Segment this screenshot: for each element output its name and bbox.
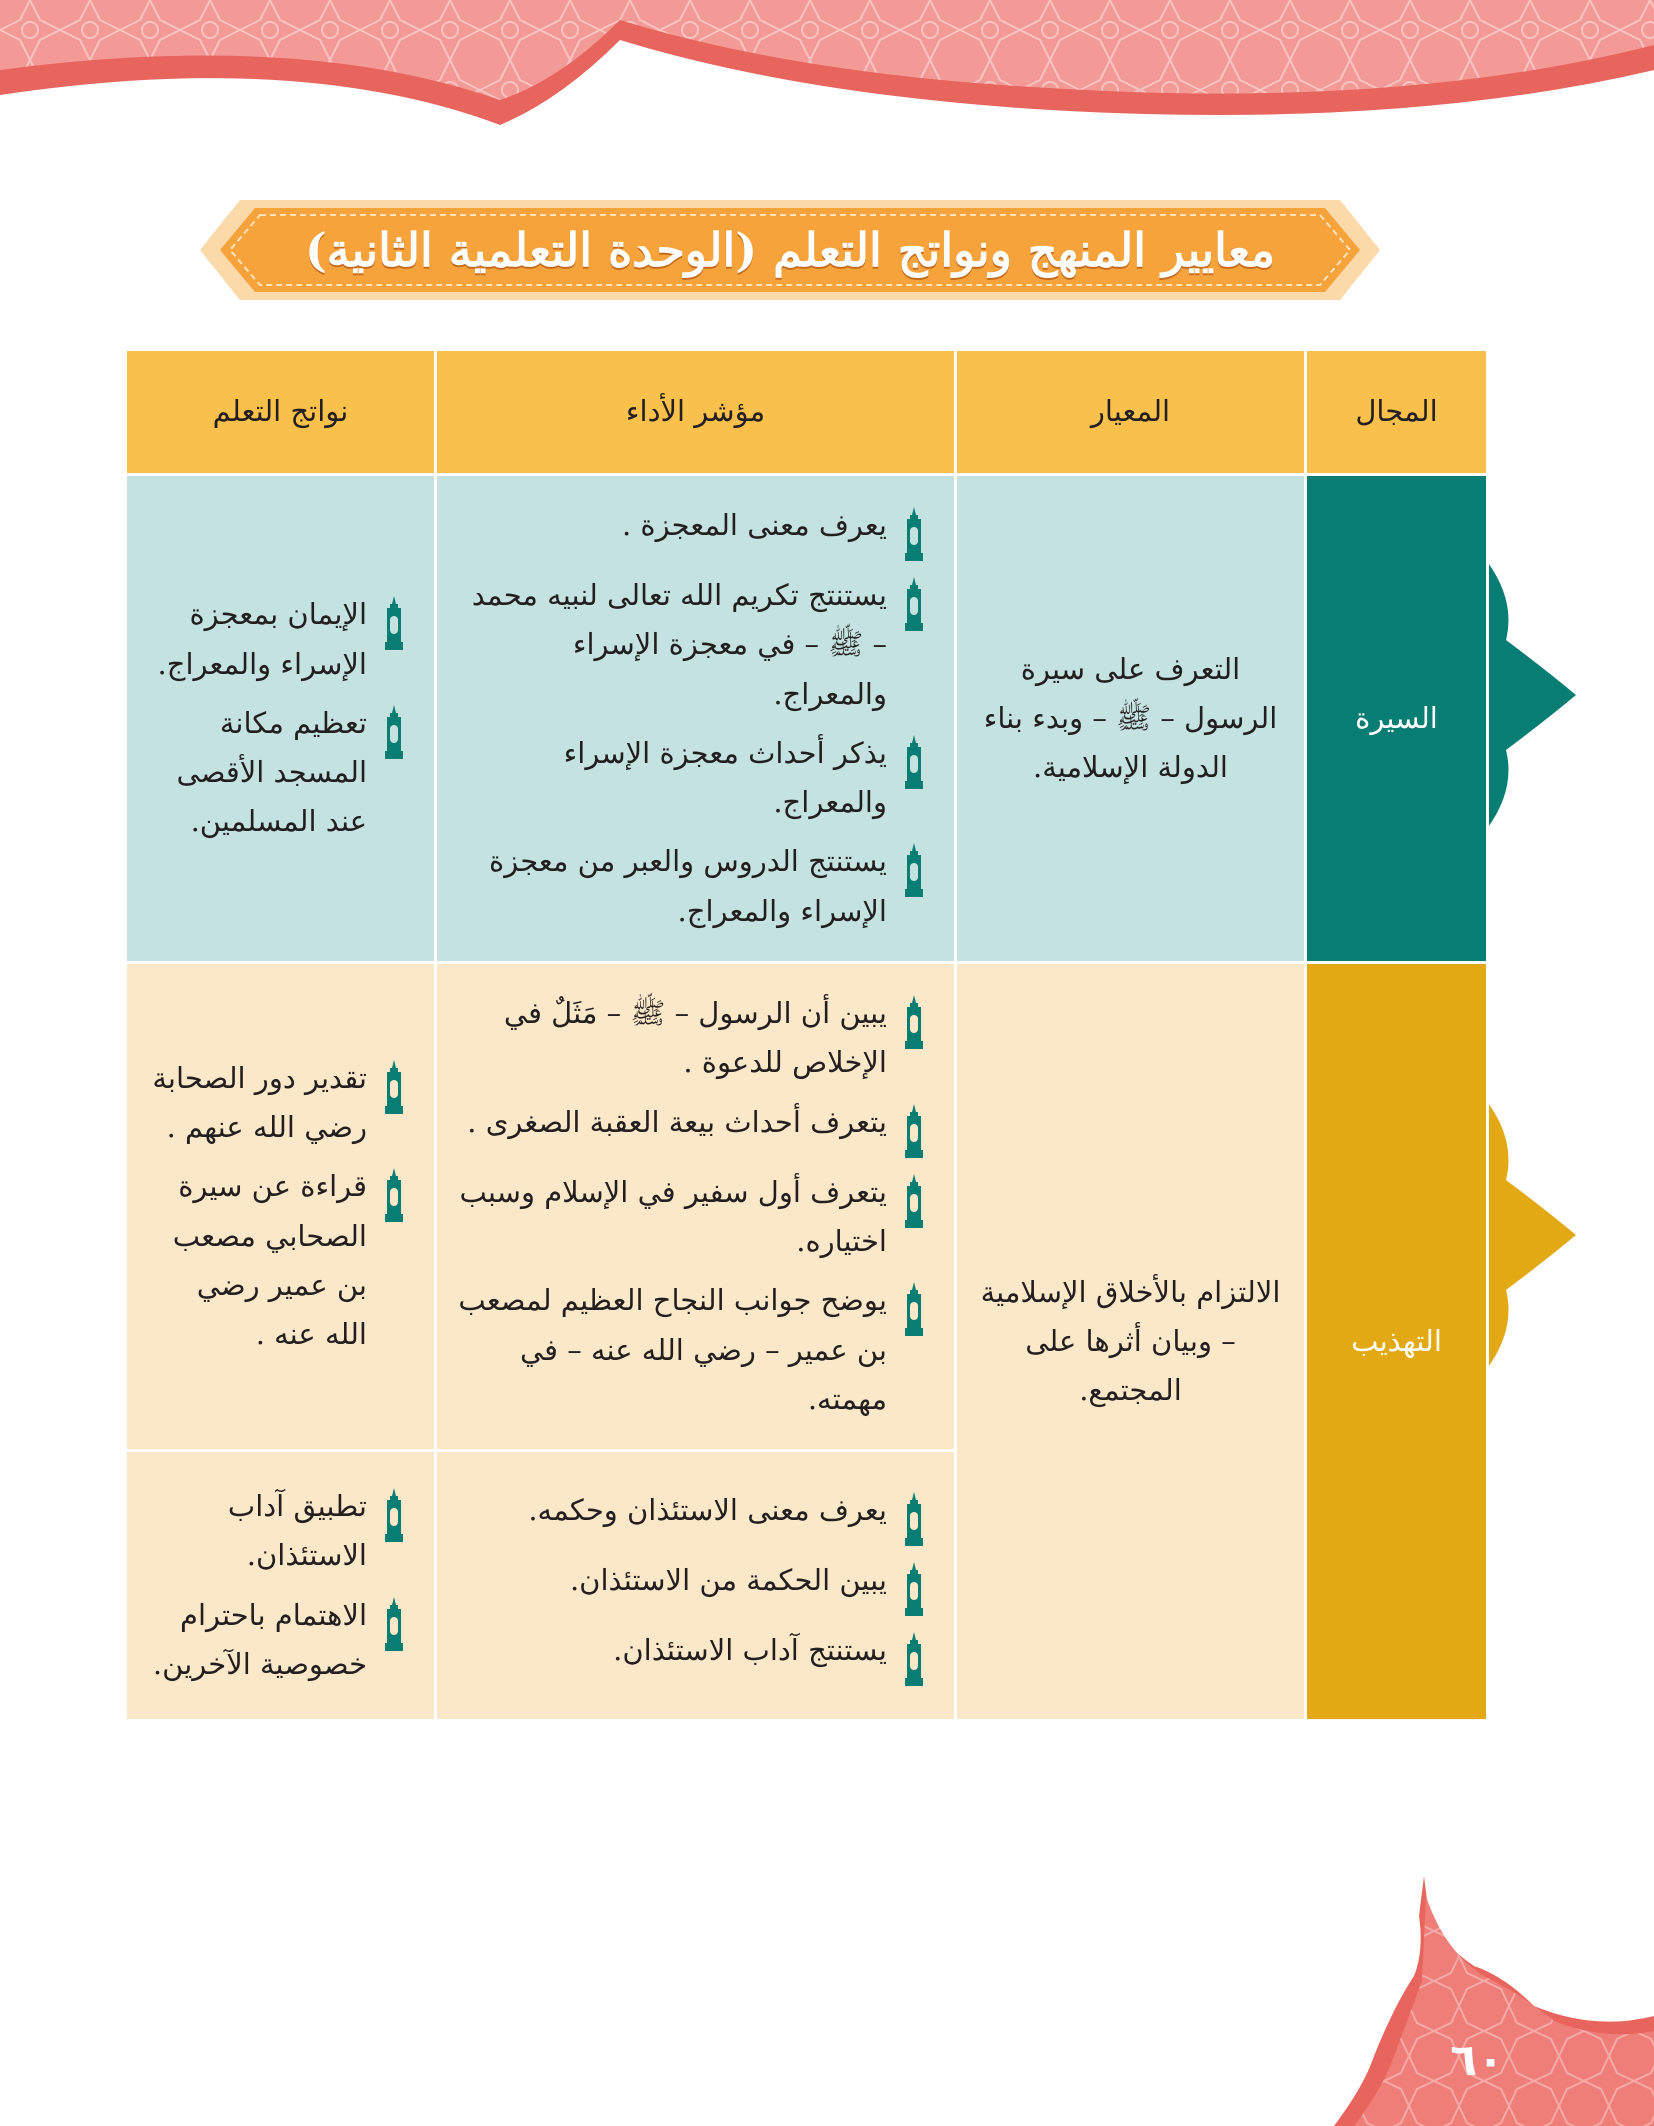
lantern-icon <box>901 1282 927 1336</box>
list-item <box>148 590 407 689</box>
list-item <box>458 1486 927 1546</box>
outcomes-cell <box>126 1451 436 1721</box>
outcomes-cell <box>126 475 436 963</box>
indicator-text: يتعرف أول سفير في الإسلام وسبب اختياره. <box>459 1174 887 1258</box>
indicator-text: يتعرف أحداث بيعة العقبة الصغرى . <box>467 1104 887 1139</box>
outcomes-cell <box>126 963 436 1451</box>
lantern-icon <box>901 1632 927 1686</box>
page-title: معايير المنهج ونواتج التعلم (الوحدة التعلمية الثانية) <box>305 223 1275 277</box>
list-item <box>148 1591 407 1690</box>
list-item <box>148 1162 407 1359</box>
domain-cell: التهذيب <box>1306 963 1488 1721</box>
list-item <box>458 571 927 719</box>
list-item <box>458 1168 927 1267</box>
outcome-text: قراءة عن سيرة الصحابي مصعب بن عمير رضي الله عنه . <box>172 1169 367 1352</box>
indicator-text: يستنتج الدروس والعبر من معجزة الإسراء والمعراج. <box>489 844 887 928</box>
outcome-text: تطبيق آداب الاستئذان. <box>227 1489 367 1573</box>
list-item <box>458 1626 927 1686</box>
indicator-text: يعرف معنى المعجزة . <box>621 508 887 542</box>
lantern-icon <box>901 1562 927 1616</box>
lantern-icon <box>901 577 927 631</box>
list-item <box>458 837 927 936</box>
table-row <box>126 963 1488 1451</box>
lantern-icon <box>901 995 927 1049</box>
lantern-icon <box>901 843 927 897</box>
standards-table <box>124 348 1489 1722</box>
sira-arrow-decoration <box>1486 560 1576 830</box>
outcome-text: الاهتمام باحترام خصوصية الآخرين. <box>152 1597 367 1681</box>
column-header-indicator: مؤشر الأداء <box>436 350 956 475</box>
lantern-icon <box>381 596 407 650</box>
list-item <box>458 729 927 828</box>
indicator-cell <box>436 1451 956 1721</box>
page-number: ٦٠ <box>1450 2035 1504 2086</box>
indicator-text: يبين أن الرسول – ﷺ – مَثَلٌ في الإخلاص للدعوة . <box>503 996 887 1080</box>
list-item <box>458 1276 927 1424</box>
indicator-cell <box>436 963 956 1451</box>
standard-cell: التعرف على سيرة الرسول – ﷺ – وبدء بناء الدولة الإسلامية. <box>956 475 1306 963</box>
indicator-text: يعرف معنى الاستئذان وحكمه. <box>528 1492 887 1527</box>
list-item <box>458 1098 927 1158</box>
indicator-cell <box>436 475 956 963</box>
outcome-text: تعظيم مكانة المسجد الأقصى عند المسلمين. <box>176 705 367 839</box>
column-header-domain: المجال <box>1306 350 1488 475</box>
domain-cell: السيرة <box>1306 475 1488 963</box>
lantern-icon <box>381 1488 407 1542</box>
standard-cell: الالتزام بالأخلاق الإسلامية – وبيان أثرها على المجتمع. <box>956 963 1306 1721</box>
top-decoration <box>0 0 1654 160</box>
table-row <box>126 475 1488 963</box>
lantern-icon <box>381 1060 407 1114</box>
tahdhib-arrow-decoration <box>1486 1100 1576 1370</box>
list-item <box>458 1556 927 1616</box>
list-item <box>148 1054 407 1153</box>
lantern-icon <box>381 705 407 759</box>
lantern-icon <box>901 735 927 789</box>
indicator-text: يبين الحكمة من الاستئذان. <box>569 1562 887 1597</box>
column-header-outcomes: نواتج التعلم <box>126 350 436 475</box>
column-header-standard: المعيار <box>956 350 1306 475</box>
list-item <box>148 1482 407 1581</box>
lantern-icon <box>901 1492 927 1546</box>
outcome-text: تقدير دور الصحابة رضي الله عنهم . <box>152 1060 367 1145</box>
indicator-text: يستنتج تكريم الله تعالى لنبيه محمد – ﷺ – في معجزة الإسراء والمعراج. <box>471 578 887 711</box>
indicator-text: يوضح جوانب النجاح العظيم لمصعب بن عمير – رضي الله عنه – في مهمته. <box>458 1283 887 1416</box>
list-item <box>148 699 407 847</box>
indicator-text: يذكر أحداث معجزة الإسراء والمعراج. <box>563 735 887 820</box>
lantern-icon <box>901 1104 927 1158</box>
lantern-icon <box>381 1168 407 1222</box>
list-item <box>458 989 927 1088</box>
lantern-icon <box>901 507 927 561</box>
table-header-row <box>126 350 1488 475</box>
lantern-icon <box>901 1174 927 1228</box>
indicator-text: يستنتج آداب الاستئذان. <box>613 1632 887 1667</box>
lantern-icon <box>381 1597 407 1651</box>
outcome-text: الإيمان بمعجزة الإسراء والمعراج. <box>157 597 367 681</box>
list-item <box>458 501 927 561</box>
